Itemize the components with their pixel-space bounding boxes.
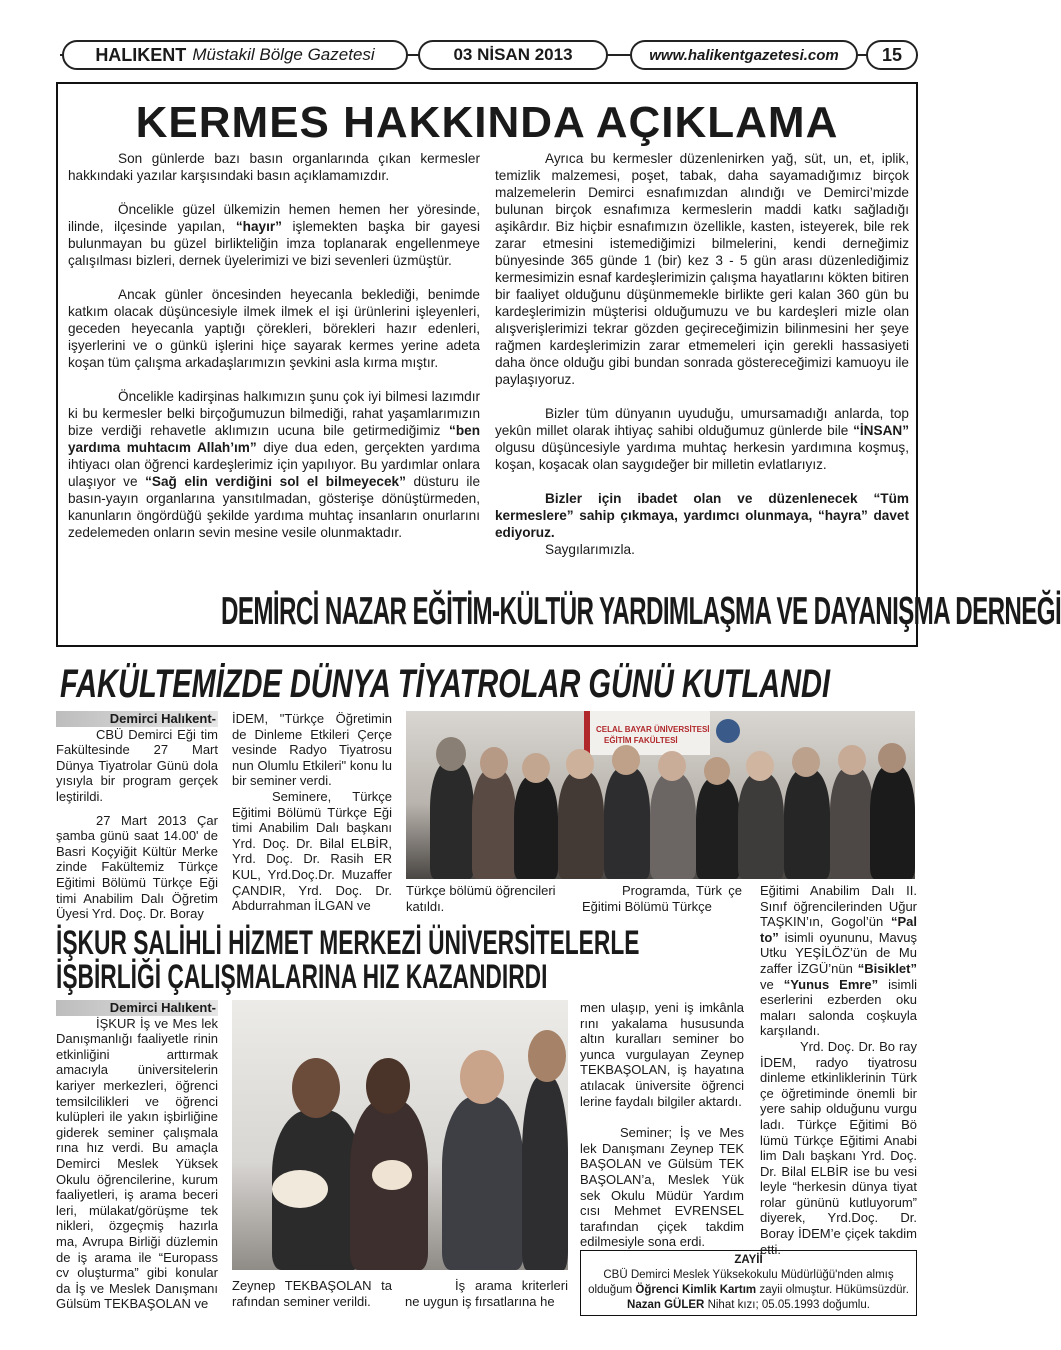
lost-notice-line1: CBÜ Demirci Meslek Yüksekokulu Müdürlüğü'nden almış (603, 1269, 894, 1281)
tiyatro-col1-p2: 27 Mart 2013 Çar şamba günü saat 14.00' de Basri Koçyiğit Kültür Merke zinde Fakültemiz Türkçe Eğitimi Bölümü Türkçe Eği timi Anabilim Dalı Öğretim Üyesi Yrd. Doç. Dr. Boray (56, 812, 218, 922)
iskur-title-line2: İŞBİRLİĞİ ÇALIŞMALARINA HIZ KAZANDIRDI (56, 958, 548, 996)
person-head (566, 749, 594, 779)
person-head (658, 751, 686, 781)
person-head (528, 1030, 566, 1082)
kermes-right-p1: Ayrıca bu kermesler düzenlenirken yağ, süt, un, et, iplik, temizlik malzemesi, poşet, tabak, daha sayamadığımız birçok malzemelerin Demirci esnafımızdan alındığı ve Demirci’mizde bulunan birçok esnafımıza kermeslerin maddi katkı sağladığı aşikârdır. Biz hiçbir esnafımızın özellikle, kasten, isteyerek, bile rek zarar etmesini istemediğimizi bilmelerini, kendi derneğimiz bünyesinde 365 günde 1 (bir) kez 3 - 5 gün arası düzenlediğimiz kermesimizin esnaf kardeşlerimizin çalışma hayatlarını kökten bitiren bir faaliyet olduğunu düşünmemekle birlikte geri kalan 360 gün bu kardeşlerimizin müşterisi olduğumuzu ve bu kardeşleri mizle olan alışverişlerimizi tekrar gözden geçireceğimizin bilinmesini her şeye rağmen kardeşlerimizin zarar etmemeleri için gerekli hassasiyeti daha önce olduğu gibi bundan sonrada göstereceğimizi kamuoyu ile paylaşıyoruz. (495, 151, 909, 387)
iskur-col1-p1: İŞKUR İş ve Mes lek Danışmanlığı faaliyetle rinin etkinliğini arttırmak amacıyla üniversitelerin kariyer merkezleri, öğrenci temsilcilikleri ve öğrenci kulüpleri ile yakın işbirliğine giderek seminer çalışmala rına hız verdi. Bu amaçla Demirci Meslek Yüksek Okulu öğrencilerine, kurum faaliyetleri, iş arama beceri leri, mülakat/görüşme tek nikleri, özgeçmiş hazırla ma, Avrupa Birliği düzlemin de iş arama ile “Europass cv oluşturma” gibi konular da İş ve Meslek Danışmanı Gülsüm TEKBAŞOLAN ve (56, 1015, 218, 1312)
issue-date: 03 NİSAN 2013 (418, 40, 608, 70)
paper-name-pill (62, 40, 408, 70)
tiyatro-col3-p2: Yrd. Doç. Dr. Bo ray İDEM, radyo tiyatrosu dinleme etkinliklerinin Türk çe öğretiminde önemli bir yere sahip olduğunu vurgu ladı. Türkçe Eğitimi Bö lümü Türkçe Eğitimi Anabi lim Dalı başkanı Yrd. Doç. Dr. Bilal ELBİR ise bu vesi leyle “herkesin dünya tiyat rolar gününü kutluyorum” diyerek, Yrd.Doç. Dr. Boray İDEM’e çiçek takdim etti. (760, 1038, 917, 1257)
person-head (522, 753, 550, 783)
person-head (838, 745, 866, 775)
tiyatro-col3 (760, 883, 917, 1257)
person-figure (442, 1096, 524, 1270)
person-figure (696, 777, 740, 879)
tiyatro-byline: Demirci Halıkent- (56, 711, 218, 727)
kermes-article (56, 82, 1061, 647)
tiyatro-col2-p2: Seminere, Türkçe Eğitimi Bölümü Türkçe Eği timi Anabilim Dalı başkanı Yrd. Doç. Dr. Bilal ELBİR, Yrd. Doç. Dr. Rasih ER KUL, Yrd.Doç.Dr. Muzaffer ÇANDIR, Yrd. Doç. Dr. Abdurrahman İLGAN ve (232, 788, 392, 914)
person-head (436, 737, 466, 771)
lost-notice-title: ZAYİİ (734, 1254, 763, 1266)
university-logo-icon (716, 719, 740, 743)
flower-bouquet-icon (372, 1160, 412, 1190)
kermes-left-column (68, 150, 480, 541)
person-head (460, 1050, 504, 1104)
person-figure (830, 767, 874, 879)
iskur-col1 (56, 1000, 218, 1312)
iskur-col3-p2: Seminer; İş ve Mes lek Danışmanı Zeynep TEK BAŞOLAN ve Gülsüm TEK BAŞOLAN’a, Meslek Yük sek Okulu Müdür Yardım cısı Mehmet EVRENSEL tarafından çiçek takdim edilmesiyle sona erdi. (580, 1125, 744, 1250)
person-head (366, 1058, 410, 1114)
group-photo (406, 711, 915, 879)
iskur-col3-p1: men ulaşıp, yeni iş imkânla rını yakalama hususunda altın kuralları seminer bo yunca vurgulayan Zeynep TEKBAŞOLAN, iş hayatına atılacak üniversite öğrenci lerine faydalı bilgiler aktardı. (580, 1000, 744, 1109)
iskur-caption-1: Zeynep TEKBAŞOLAN ta rafından seminer verildi. (232, 1278, 392, 1309)
photo-banner (584, 711, 710, 755)
iskur-title-line1: İŞKUR SALİHLİ HİZMET MERKEZİ ÜNİVERSİTELERLE (56, 924, 640, 962)
iskur-caption-2: İş arama kriterleri ne uygun iş fırsatlarına he (405, 1278, 568, 1309)
person-figure (870, 765, 915, 879)
paper-name-italic: Müstakil Bölge Gazetesi (192, 45, 375, 64)
person-figure (514, 775, 558, 879)
person-head (878, 743, 906, 773)
person-head (704, 757, 730, 785)
person-figure (650, 773, 696, 879)
seminar-photo (232, 1000, 568, 1270)
lost-notice-line2: olduğum Öğrenci Kimlik Kartım zayii olmuştur. Hükümsüzdür. (588, 1284, 909, 1296)
kermes-right-column (495, 150, 909, 558)
tiyatro-col2 (232, 711, 392, 914)
person-figure (604, 767, 650, 879)
person-figure (430, 761, 474, 879)
person-head (746, 751, 774, 781)
person-figure (472, 769, 516, 879)
tiyatro-col1-p1: CBÜ Demirci Eği tim Fakültesinde 27 Mart Dünya Tiyatrolar Günü dola yısıyla bir program gerçek leştirildi. (56, 726, 218, 804)
person-head (792, 747, 820, 777)
person-head (292, 1058, 340, 1118)
person-figure (784, 769, 830, 879)
lost-id-notice (580, 1250, 917, 1316)
person-head (612, 745, 640, 775)
tiyatro-col3-p1: Eğitimi Anabilim Dalı II. Sınıf öğrencilerinden Uğur TAŞKIN’ın, Gogol’ün “Pal to” isimli oyununu, Mavuş Utku YEŞİLÖZ’ün de Mu zaffer İZGÜ’nün “Bisiklet” ve “Yunus Emre” isimli eserlerini ezberden oku maları salonda coşkuyla karşılandı. (760, 883, 918, 1039)
kermes-left-p3: Ancak günler öncesinden heyecanla beklediği, benimde katkım olacak düşüncesiyle ilmek ilmek el işi ürünlerini işleyenleri, geceden heyecanla yaptığı çörekleri, börekleri hazır edenleri, işyerlerini ve o günkü işlerini hiçe sayarak kermes yerine adeta koşan tüm çalışma arkadaşlarımızın şevkini asla kırma mıştır. (68, 287, 480, 370)
person-figure (558, 771, 604, 879)
tiyatro-col2-p1: İDEM, "Türkçe Öğretimin de Dinleme Etkileri Çerçe vesinde Radyo Tiyatrosu nun Olumlu Etkileri" konu lu bir seminer verdi. (232, 711, 392, 789)
photo-banner-line2: EĞİTİM FAKÜLTESİ (604, 736, 678, 745)
person-figure (522, 1076, 568, 1270)
kermes-right-closing: Saygılarımızla. (545, 542, 635, 557)
iskur-col3 (580, 1000, 744, 1250)
kermes-left-p1: Son günlerde bazı basın organlarında çıkan kermesler hakkındaki yazılar karşısındaki basın açıklamamızdır. (68, 151, 480, 183)
kermes-right-p2: Bizler tüm dünyanın uyuduğu, umursamadığı anlarda, top yekûn millet olarak ihtiyaç sahibi olduğumuz günlerde bile “İNSAN” olgusu düşüncesiyle yardıma muhtaç herkesin yardımına koşmuş, koşan, koşacak olan saygıdeğer bir milletin evlatlarıyız. (495, 406, 909, 472)
association-name: DEMİRCİ NAZAR EĞİTİM-KÜLTÜR YARDIMLAŞMA VE DAYANIŞMA DERNEĞİ (221, 590, 1061, 633)
tiyatro-caption-1: Türkçe bölümü öğrencileri katıldı. (406, 883, 556, 914)
kermes-left-p4: Öncelikle kadirşinas halkımızın şunu çok iyi bilmesi lazımdır ki bu kermesler belki birçoğumuzun bilmediği, rahat yaşamlarımızın bize verdiği rehavetle aklımızın ucuna bile getirmediğimiz “ben yardıma muhtacım Allah’ım” diye dua eden, gerçekten yardıma ihtiyacı olan öğrenci kardeşlerimiz için yapılıyor. Bu yardımlar onlara ulaşıyor ve “Sağ elin verdiğini sol el bilmeyecek” düsturu ile basın-yayın organlarına yansıtılmadan, gösterişe dönüştürmeden, kanunların öngördüğü şekilde yardıma muhtaç insanların onurlarını zedelemeden onların sevin mesine vesile olunmaktadır. (68, 389, 481, 540)
tiyatro-caption-2: Programda, Türk çe Eğitimi Bölümü Türkçe (582, 883, 742, 914)
kermes-title: KERMES HAKKINDA AÇIKLAMA (135, 98, 839, 147)
kermes-right-p3: Bizler için ibadet olan ve düzenlenecek “Tüm kermeslere” sahip çıkmaya, yardımcı olunmaya, “hayra” davet ediyoruz. (495, 491, 909, 540)
person-figure (738, 773, 784, 879)
iskur-byline: Demirci Halıkent- (56, 1000, 218, 1016)
tiyatro-title: FAKÜLTEMİZDE DÜNYA TİYATROLAR GÜNÜ KUTLANDI (60, 662, 831, 706)
person-head (480, 747, 508, 779)
page-number: 15 (866, 40, 918, 70)
flower-bouquet-icon (272, 1170, 328, 1208)
website-link[interactable]: www.halikentgazetesi.com (630, 40, 858, 70)
paper-name-bold: HALIKENT (95, 44, 187, 65)
photo-banner-line1: CELAL BAYAR ÜNİVERSİTESİ (596, 725, 710, 734)
tiyatro-col1 (56, 711, 218, 922)
kermes-left-p2: Öncelikle güzel ülkemizin hemen hemen her yöresinde, ilinde, ilçesinde yapılan, “hayır” işlemekten başka bir gayesi bulunmayan bu güzel birlikteliğin imza toplanarak engellenmeye çalışılması bizleri, dernek üyelerimizi ve bizi sevenleri üzmüştür. (68, 202, 480, 268)
lost-notice-line3: Nazan GÜLER Nihat kızı; 05.05.1993 doğumlu. (627, 1299, 870, 1311)
